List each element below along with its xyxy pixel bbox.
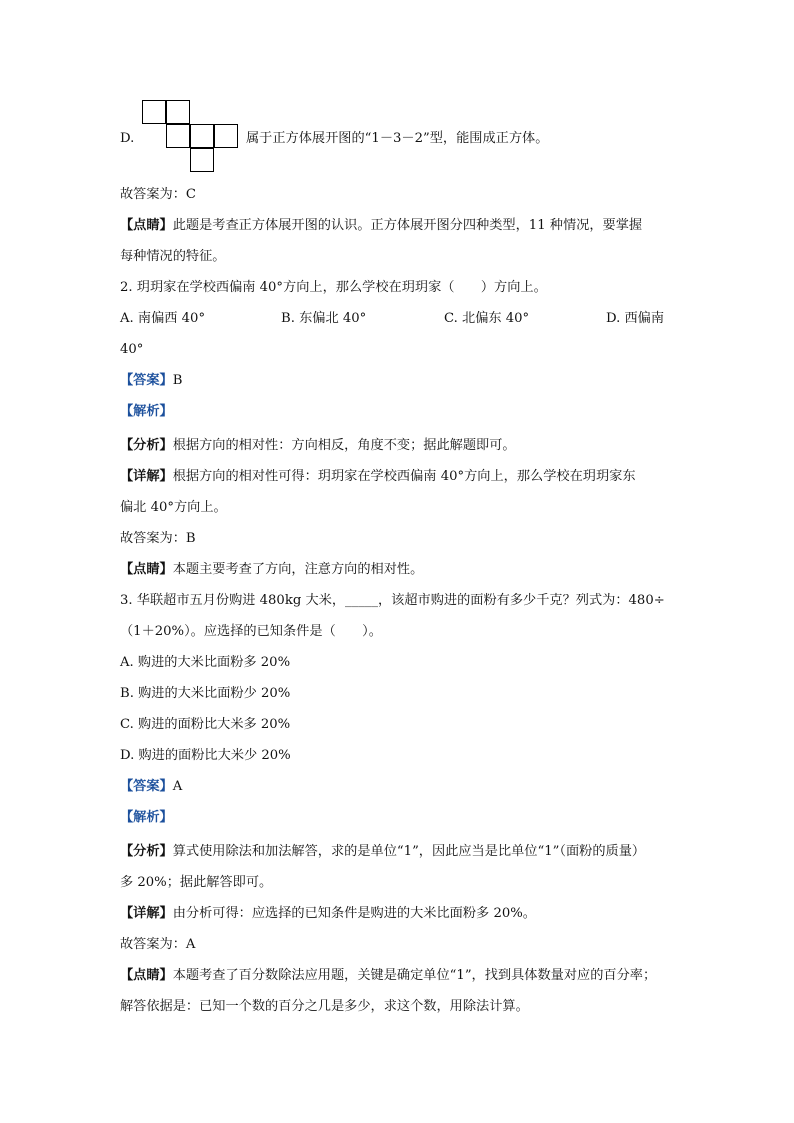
q3-option-b: B. 购进的大米比面粉少 20% <box>120 686 291 701</box>
q2-option-d: D. 西偏南 <box>606 311 665 326</box>
cube-net-figure <box>142 100 248 178</box>
q1-answer-line: 故答案为：C <box>120 187 197 202</box>
fenxi-text: 算式使用除法和加法解答，求的是单位“1”，因此应当是比单位“1”（面粉的质量） <box>172 844 646 859</box>
q2-answer <box>120 372 182 390</box>
q3-option-d: D. 购进的面粉比大米少 20% <box>120 748 291 763</box>
net-square <box>142 100 166 124</box>
fenxi-tag: 【分析】 <box>120 438 173 453</box>
dianjing-text: 此题是考查正方体展开图的认识。正方体展开图分四种类型，11 种情况，要掌握 <box>172 218 643 233</box>
xiangjie-tag: 【详解】 <box>120 469 173 484</box>
q3-fenxi-line2: 多 20%；据此解答即可。 <box>120 875 273 890</box>
net-square <box>166 100 190 124</box>
q3-answer-line: 故答案为：A <box>120 937 196 952</box>
q1-option-d-text: 属于正方体展开图的“1－3－2”型，能围成正方体。 <box>246 131 549 146</box>
q3-stem-line1: 3. 华联超市五月份购进 480kg 大米，_____，该超市购进的面粉有多少千克？列式为：480÷ <box>120 593 665 608</box>
q1-dianjing-line2: 每种情况的特征。 <box>120 249 226 264</box>
q2-jiexi-tag: 【解析】 <box>120 404 173 419</box>
dianjing-tag: 【点睛】 <box>120 968 173 983</box>
q2-option-b: B. 东偏北 40° <box>281 311 367 326</box>
dianjing-text: 本题考查了百分数除法应用题，关键是确定单位“1”，找到具体数量对应的百分率； <box>172 968 657 983</box>
q3-fenxi-line1 <box>120 843 645 861</box>
answer-tag: 【答案】 <box>120 373 173 388</box>
q1-dianjing-line1 <box>120 217 642 235</box>
net-square <box>214 124 238 148</box>
q3-answer <box>120 778 182 796</box>
q2-xiangjie-line1 <box>120 468 636 486</box>
q2-stem: 2. 玥玥家在学校西偏南 40°方向上，那么学校在玥玥家（ ）方向上。 <box>120 280 547 295</box>
fenxi-text: 根据方向的相对性：方向相反，角度不变；据此解题即可。 <box>172 438 516 453</box>
q2-option-c: C. 北偏东 40° <box>444 311 530 326</box>
answer-value: A <box>172 779 183 794</box>
q3-dianjing-line1 <box>120 967 656 985</box>
q2-answer-line: 故答案为：B <box>120 531 196 546</box>
q2-dianjing <box>120 561 423 579</box>
q3-stem-line2: （1＋20%）。应选择的已知条件是（ ）。 <box>120 624 382 639</box>
net-square <box>190 124 214 148</box>
net-square <box>190 148 214 172</box>
xiangjie-tag: 【详解】 <box>120 906 173 921</box>
answer-value: B <box>172 373 183 388</box>
q3-jiexi-tag: 【解析】 <box>120 810 173 825</box>
xiangjie-text: 由分析可得：应选择的已知条件是购进的大米比面粉多 20%。 <box>172 906 536 921</box>
q2-option-a: A. 南偏西 40° <box>120 311 206 326</box>
q2-fenxi <box>120 437 516 455</box>
q3-option-a: A. 购进的大米比面粉多 20% <box>120 655 291 670</box>
q3-xiangjie <box>120 905 536 923</box>
q3-dianjing-line2: 解答依据是：已知一个数的百分之几是多少，求这个数，用除法计算。 <box>120 999 529 1014</box>
q2-option-d-wrap: 40° <box>120 342 144 357</box>
dianjing-text: 本题主要考查了方向，注意方向的相对性。 <box>172 562 424 577</box>
xiangjie-text: 根据方向的相对性可得：玥玥家在学校西偏南 40°方向上，那么学校在玥玥家东 <box>172 469 636 484</box>
net-square <box>166 124 190 148</box>
dianjing-tag: 【点睛】 <box>120 562 173 577</box>
q3-option-c: C. 购进的面粉比大米多 20% <box>120 717 291 732</box>
q1-option-d-label: D. <box>120 131 135 146</box>
dianjing-tag: 【点睛】 <box>120 218 173 233</box>
fenxi-tag: 【分析】 <box>120 844 173 859</box>
answer-tag: 【答案】 <box>120 779 173 794</box>
q2-xiangjie-line2: 偏北 40°方向上。 <box>120 500 227 515</box>
